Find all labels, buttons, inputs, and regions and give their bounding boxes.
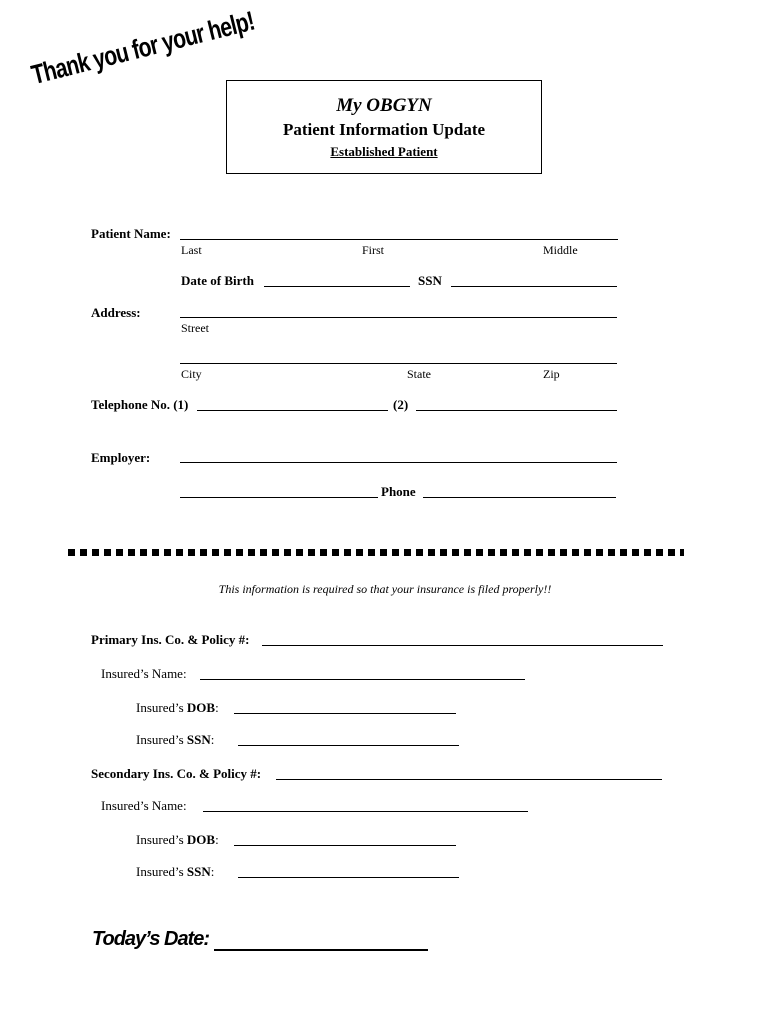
practice-name: My OBGYN bbox=[336, 95, 432, 116]
secondary-insured-dob-field[interactable] bbox=[234, 845, 456, 846]
ssn-field[interactable] bbox=[451, 286, 617, 287]
street-field[interactable] bbox=[180, 317, 617, 318]
first-name-caption: First bbox=[362, 243, 385, 257]
city-caption: City bbox=[181, 367, 202, 381]
street-caption: Street bbox=[181, 321, 209, 335]
colon: : bbox=[210, 732, 215, 747]
telephone-2-label: (2) bbox=[393, 397, 409, 412]
ssn-label: SSN bbox=[418, 273, 442, 288]
colon: : bbox=[215, 700, 219, 715]
secondary-insured-name-field[interactable] bbox=[203, 811, 528, 812]
telephone-1-field[interactable] bbox=[197, 410, 388, 411]
secondary-insured-dob-label bbox=[136, 832, 219, 848]
telephone-label: Telephone No. (1) bbox=[91, 397, 189, 412]
primary-insured-name-label: Insured’s Name: bbox=[101, 666, 187, 681]
ssn-word: SSN bbox=[186, 864, 211, 879]
state-caption: State bbox=[407, 367, 431, 381]
secondary-insured-ssn-label bbox=[136, 864, 214, 880]
dob-label: Date of Birth bbox=[181, 273, 254, 288]
form-title: Patient Information Update bbox=[282, 120, 486, 139]
primary-insured-ssn-label bbox=[136, 732, 214, 748]
primary-insured-dob-label bbox=[136, 700, 219, 716]
dob-field[interactable] bbox=[264, 286, 410, 287]
primary-insurance-label: Primary Ins. Co. & Policy #: bbox=[91, 632, 250, 647]
form-subtitle: Established Patient bbox=[330, 144, 438, 159]
employer-field[interactable] bbox=[180, 462, 617, 463]
employer-address-field[interactable] bbox=[180, 497, 378, 498]
zip-caption: Zip bbox=[543, 367, 560, 381]
secondary-insurance-label: Secondary Ins. Co. & Policy #: bbox=[91, 766, 262, 781]
insurance-notice: This information is required so that your insurance is filed properly!! bbox=[218, 582, 552, 596]
employer-phone-field[interactable] bbox=[423, 497, 616, 498]
employer-label: Employer: bbox=[91, 450, 151, 465]
colon: : bbox=[215, 832, 219, 847]
insured-prefix: Insured’s bbox=[136, 832, 184, 847]
secondary-insured-ssn-field[interactable] bbox=[238, 877, 459, 878]
primary-insured-name-field[interactable] bbox=[200, 679, 525, 680]
todays-date-label: Today’s Date: bbox=[92, 928, 210, 950]
primary-insured-dob-field[interactable] bbox=[234, 713, 456, 714]
patient-name-field[interactable] bbox=[180, 239, 618, 240]
primary-insurance-field[interactable] bbox=[262, 645, 663, 646]
insured-prefix: Insured’s bbox=[136, 864, 184, 879]
city-state-zip-field[interactable] bbox=[180, 363, 617, 364]
dob-word: DOB bbox=[186, 832, 216, 847]
ssn-word: SSN bbox=[186, 732, 211, 747]
thank-you-slogan: Thank you for your help! bbox=[28, 5, 258, 91]
todays-date-field[interactable] bbox=[214, 949, 428, 951]
employer-phone-label: Phone bbox=[381, 484, 416, 499]
secondary-insurance-field[interactable] bbox=[276, 779, 662, 780]
primary-insured-ssn-field[interactable] bbox=[238, 745, 459, 746]
patient-name-label: Patient Name: bbox=[91, 226, 171, 241]
form-header bbox=[226, 80, 542, 174]
last-name-caption: Last bbox=[181, 243, 202, 257]
insured-prefix: Insured’s bbox=[136, 700, 184, 715]
middle-name-caption: Middle bbox=[543, 243, 578, 257]
colon: : bbox=[210, 864, 215, 879]
section-divider bbox=[68, 549, 684, 556]
insured-prefix: Insured’s bbox=[136, 732, 184, 747]
dob-word: DOB bbox=[186, 700, 216, 715]
address-label: Address: bbox=[91, 305, 141, 320]
secondary-insured-name-label: Insured’s Name: bbox=[101, 798, 187, 813]
telephone-2-field[interactable] bbox=[416, 410, 617, 411]
